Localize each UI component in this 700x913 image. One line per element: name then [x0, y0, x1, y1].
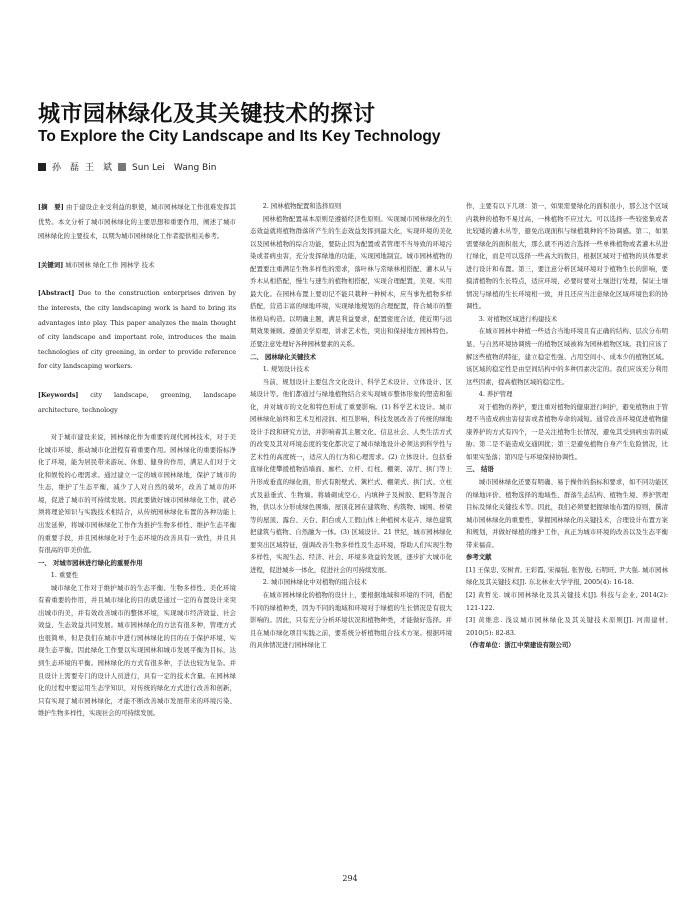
reference-item: [3] 黄维忠. 浅议城市园林绿化及其关键技术原则[J]. 河南建材, 2010(5): 82-83.: [466, 616, 668, 637]
section-2-heading: 二、 园林绿化关键技术: [250, 352, 317, 361]
author-zh-1: 孙 磊: [52, 163, 80, 173]
reference-item: [2] 黄哲光. 城市园林绿化及其关键技术[J]. 科技与企业, 2014(2): 121-122.: [466, 590, 668, 612]
keywords-en-label: [Keywords]: [38, 390, 79, 399]
body-paragraph: 园林植物配置基本原则是遵循经济性原则。实现城市园林绿化的生态效益就将植物群落所产生的生态效益发挥到最大化，实现环境的美化以及园林植物的综合功能，要防止因为配置或者管理不当导致的环境污染或者病虫害，充分发挥绿地的功能，实现园地制宜。城市园林植物的配置要注重满足生物多样性的需求，落叶林与常绿林相搭配、灌木从与乔木从相搭配，慢生与速生的植物相搭配，实现合理配置，美观、实用最大化。在园林布置上要切记不能只栽种一种树木，应当事先植物多样搭配，营造丰富的绿地环境，实现绿地规划的合理配置，符合城市的整体格局构造。以明确主题，满足利益要求，配置密度合适，使近期与远期效果兼顾。遵循美学原理，讲求艺术性，突出和保持地方园林特色。还要注意处理好各种园林要素的关系。: [250, 214, 452, 349]
abstract-zh: [38, 200, 236, 244]
subsection-heading: 3. 对植物区域进行构建技术: [478, 314, 558, 323]
column-1: [38, 200, 236, 720]
keywords-zh-label: [关键词]: [38, 260, 64, 269]
subsection-heading: 4. 养护管理: [478, 390, 513, 399]
body-paragraph: 在城市园林绿化的植物的设计上，要根据地域和环境的不同，搭配不同的绿植种类，因为不同的地域和环境对于绿植的生长情况是有很大影响的。因此，只有充分分析环境状况和植物种类，才能做好选择。并且在城市绿化项目实践之前，要系统分析植物组合技术方案。根据环境的具体情况进行园林绿化工: [250, 590, 452, 650]
body-paragraph: 对于植物的养护，要注重对植物的健康进行呵护，避免植物由于管理不当造成病虫害侵害或者植物寿命的减短。通常改善环境促进植物健康养护的方式有四个，一是关注植物生长情况，避免其受到病虫害的威胁；第二是不能造成交通困扰；第三是避免植物自身产生危险情况，比如果实坠落；第四是与环境保持协调性。: [466, 402, 668, 461]
authors-en: Sun Lei Wang Bin: [132, 163, 217, 173]
page-title: 城市园林绿化及其关键技术的探讨: [38, 102, 376, 127]
square-bullet-icon: [118, 163, 126, 171]
authors-line: [38, 160, 216, 173]
body-paragraph: 城市绿化工作对于维护城市的生态平衡、生物多样性、美化环境有着重要的作用，并且城市绿化的目的就是通过一定的布置设计来突出城市的美，并有效改善城市的整体环境，实现城市经济效益、社会效益、生态效益共同发展。城市园林绿化的方法有很多种，管理方式也很简单，但是我们在城市中进行园林绿化的目的在于保护环境、实现生态平衡。因此绿化工作要以实现园林和城市发展平衡为目标，达到生态环境的平衡。园林绿化的方式有很多种，手法也较为复杂。并且设计上需要专门的设计人员进行，具有一定的技术含量。在园林绿化的过程中要运用生态学知识，对传统的绿化方式进行改善和创新，只有实现了城市园林绿化，才能不断改善城市发展带来的环境污染、维护生物多样性，实现社会的可持续发展。: [38, 583, 236, 718]
author-unit: （作者单位：浙江中荣建设有限公司）: [466, 641, 575, 650]
section-3-heading: 三、 结语: [466, 465, 494, 474]
abstract-block: [38, 200, 236, 417]
keywords-zh-text: 城市园林 绿化工作 园林学 技术: [65, 260, 155, 269]
abstract-zh-text: 由于建设企业受利益的驱使，城市园林绿化工作很难发挥其优势。本文分析了城市园林绿化的主要思想和重要作用，阐述了城市园林绿化的主要技术，以期为城市园林绿化工作者提供相关参考。: [38, 203, 236, 241]
body-paragraph: 作，主要有以下几项：第一，如果需要绿化的面积很小，那么这个区域内栽种的植物不易过高，一株植物不应过大。可以选择一些较密集或者比较矮的灌木丛等，避免出现面积与绿植栽种的不协调感。第二，如果需要绿化的面积很大，那么就不再适合选择一些单株植物或者灌木丛进行绿化，而是可以选择一些高大的数目，根据区域对于植物的具体要求进行设计和布置。第三，要注意分析区域环境对于植物生长的影响，要摸清植物的生长特点，适应环境，必要时要对土壤进行处理，保证土壤情况与绿植的生长环境相一致，并且还应当注意绿化区域环境色彩的协调性。: [466, 202, 668, 311]
references-heading: 参考文献: [466, 553, 492, 562]
column-3: [466, 200, 668, 652]
subsection-2-1-heading: 1. 规划设计技术: [262, 365, 310, 374]
column-2: [250, 200, 452, 652]
keywords-zh: [38, 258, 236, 273]
abstract-en: [38, 286, 236, 374]
square-bullet-icon: [38, 163, 46, 171]
subsection-1-1-heading: 1. 重要性: [50, 571, 79, 580]
body-paragraph: 当前，规划设计主要包含文化设计、科学艺术设计、立体设计、区域设计等。他们都通过与绿地植物结合来实现城市整体形象的塑造和强化，并对城市的文化和特色形成了重要影响。(1) 科学艺术设计。城市园林绿化始终和艺术互相浸润、相互影响，科技发展改善了传统的绿地设计手段和研究方法，并影响着其主题文化、信息社会、人类生活方式的改变及其对环境态度的变化都决定了城市绿地设计必须达到科学性与艺术性的高度统一，适应人的行为和心理需求。(2) 立体设计。包括垂直绿化使攀援植物沿墙面、廊栏、立杆、灯柱、棚架、凉厅、拱门等上升形成垂直的绿化面，形式有附壁式、篱栏式、棚架式、拱门式、立柱式及悬垂式、生物墙。将墙砌成空心，内填种子及树胶、肥料等混合物，供以水分形成绿色围墙、屋顶花园在建筑物、构筑物、城围、桥梁等的屋顶、露台、天台、阳台或人工假山体上种植树木花卉、绿色建筑把建筑与植物、自然融为一体。(3) 区域设计。21 世纪，城市园林绿化要突出区域特征，强调改善生物多样性及生态环境，帮助人们实现生物多样性，实现生态、经济、社会、环境多效益的发展，逐步扩大城市化进程，促进城乡一体化，促进社会的可持续发展。: [250, 377, 452, 574]
page-number: 294: [342, 874, 358, 883]
conclusion-paragraph: 城市园林绿化还要有明确、易于操作的指标和要求，如不同功能区的绿地评价、植物选择的地域性、群落生态结构、植物生境、养护管理目标及绿化关键技术等。因此，我们必须要把握绿地布置的原则，撰清城市园林绿化的重要性，掌握园林绿化的关键技术，合理设计布置方案和规划，并做好绿植的维护工作，真正为城市环境的改善以及生态平衡带来福音。: [466, 478, 668, 549]
abstract-en-label: [Abstract]: [38, 289, 75, 298]
keywords-en-text: city landscape, greening, landscape architecture, technology: [38, 390, 236, 414]
abstract-zh-label: [摘 要]: [38, 203, 64, 211]
keywords-en: [38, 388, 236, 417]
subsection-heading: 2. 园林植物配置和选择原则: [262, 202, 342, 210]
body-paragraph: 在城市园林中种植一些适合当地环境且有正确的结构、层次分布明显、与自然环境协调统一的植物区域被称为园林植物区域。我们应该了解这些植物的特征，建立稳定性强、占用空间小、成本少的植物区域。该区域的稳定性是由空间结构中的多种因素决定的。我们应该充分利用这些因素，提高植物区域的稳定性。: [466, 327, 668, 386]
author-zh-2: 王 斌: [85, 163, 113, 173]
intro-paragraph: 对于城市建设来说，园林绿化作为重要的现代园林技术，对于美化城市环境、推动城市化进程有着重要作用。园林绿化的重要指标净化了环境，能为居民带来游玩、休憩、健身的作用，满足人们对于文化和娱悦的心理需求。通过建立一定的城市园林绿地，保护了城市的生态，维护了生态平衡，减少了人对自然的破坏，改善了城市的环境，促进了城市的可持续发展。因此要做好城市园林绿化工作，就必须将理论知识与实践技术相结合，从传统园林绿化布置的各种功能上出发延伸，将城市园林绿化工作作为推护生物多样性、维护生态平衡的重要手段，并且园林绿化对于生态环境的改善具有一致性，并且具有很高的审美价值。: [38, 433, 236, 555]
section-1-heading: 一、 对城市园林进行绿化的重要作用: [38, 558, 143, 567]
abstract-en-text: Due to the construction enterprises driven by the interests, the city landscaping work is hard to bring its advantages into play. This paper analyzes the main thought of city landscape and important role, introduces the main technologies of city greening, in order to provide reference for city landscaping workers.: [38, 289, 236, 371]
subsection-heading: 2. 城市园林绿化中对植物的组合技术: [262, 578, 367, 587]
english-title: To Explore the City Landscape and Its Key Technology: [38, 128, 441, 145]
reference-item: [1] 王保忠, 安树青, 王彩霞, 宋福强, 张智俊, 石明旺, 尹大强. 城市园林绿化及其关键技术[J]. 东北林业大学学报, 2005(4): 16-18.: [466, 565, 668, 587]
